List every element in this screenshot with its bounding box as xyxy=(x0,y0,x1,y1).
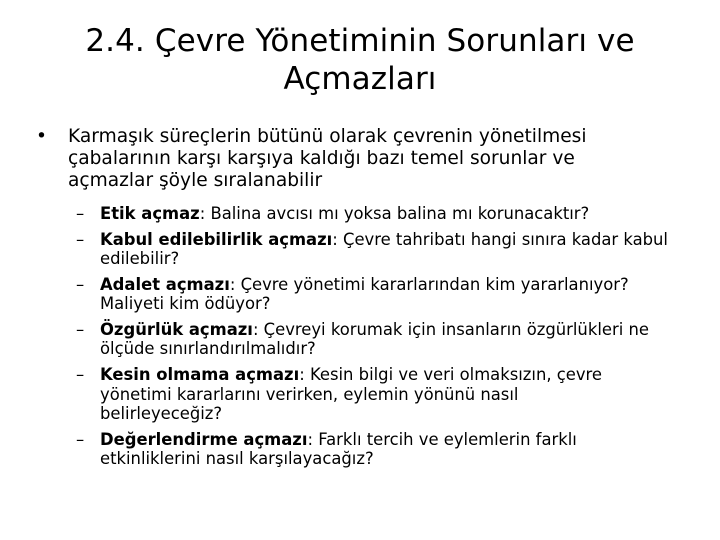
dilemma-term: Kabul edilebilirlik açmazı xyxy=(100,229,333,249)
dilemma-item-justice xyxy=(76,274,694,314)
dilemma-item-uncertainty xyxy=(76,364,694,424)
dilemma-item-acceptability xyxy=(76,229,694,269)
dilemma-text-line: Maliyeti kim ödüyor? xyxy=(100,294,271,314)
dilemma-text-line: etkinliklerini nasıl karşılayacağız? xyxy=(100,449,374,469)
dilemma-item-ethics xyxy=(76,204,694,224)
dilemma-text-line: edilebilir? xyxy=(100,249,180,269)
slide-title-line-1: 2.4. Çevre Yönetiminin Sorunları ve xyxy=(85,23,635,59)
bullet-marker: • xyxy=(36,126,47,147)
dilemma-text-line: yönetimi kararlarını verirken, eylemin yönünü nasıl xyxy=(100,384,519,404)
slide-content xyxy=(34,126,694,475)
intro-text-line-3: açmazlar şöyle sıralanabilir xyxy=(68,170,323,192)
dilemma-text-line: : Kesin bilgi ve veri olmaksızın, çevre xyxy=(299,364,603,384)
dilemma-list xyxy=(34,204,694,468)
dilemma-text-line: : Çevre yönetimi kararlarından kim yararlanıyor? xyxy=(229,274,629,294)
dilemma-term: Özgürlük açmazı xyxy=(100,319,253,339)
slide-title-line-2: Açmazları xyxy=(283,61,437,98)
dilemma-term: Adalet açmazı xyxy=(100,274,230,294)
dilemma-text-line: : Çevre tahribatı hangi sınıra kadar kabul xyxy=(332,229,668,249)
dash-marker: – xyxy=(76,364,85,384)
dilemma-text-line: belirleyeceğiz? xyxy=(100,404,223,424)
dash-marker: – xyxy=(76,204,85,224)
dilemma-text-line: : Farklı tercih ve eylemlerin farklı xyxy=(307,429,577,449)
dash-marker: – xyxy=(76,319,85,339)
dilemma-text-line: ölçüde sınırlandırılmalıdır? xyxy=(100,339,316,359)
dilemma-text-line: : Balina avcısı mı yoksa balina mı korunacaktır? xyxy=(199,204,590,224)
slide-title xyxy=(36,22,684,98)
dash-marker: – xyxy=(76,229,85,249)
dash-marker: – xyxy=(76,274,85,294)
dilemma-item-evaluation xyxy=(76,429,694,469)
intro-bullet xyxy=(34,126,694,192)
dilemma-term: Etik açmaz xyxy=(100,204,200,224)
intro-text-line-2: çabalarının karşı karşıya kaldığı bazı temel sorunlar ve xyxy=(68,148,575,170)
dash-marker: – xyxy=(76,429,85,449)
dilemma-text-line: : Çevreyi korumak için insanların özgürlükleri ne xyxy=(252,319,649,339)
dilemma-term: Değerlendirme açmazı xyxy=(100,429,308,449)
dilemma-item-freedom xyxy=(76,319,694,359)
intro-text-line-1: Karmaşık süreçlerin bütünü olarak çevrenin yönetilmesi xyxy=(68,126,587,147)
dilemma-term: Kesin olmama açmazı xyxy=(100,364,300,384)
